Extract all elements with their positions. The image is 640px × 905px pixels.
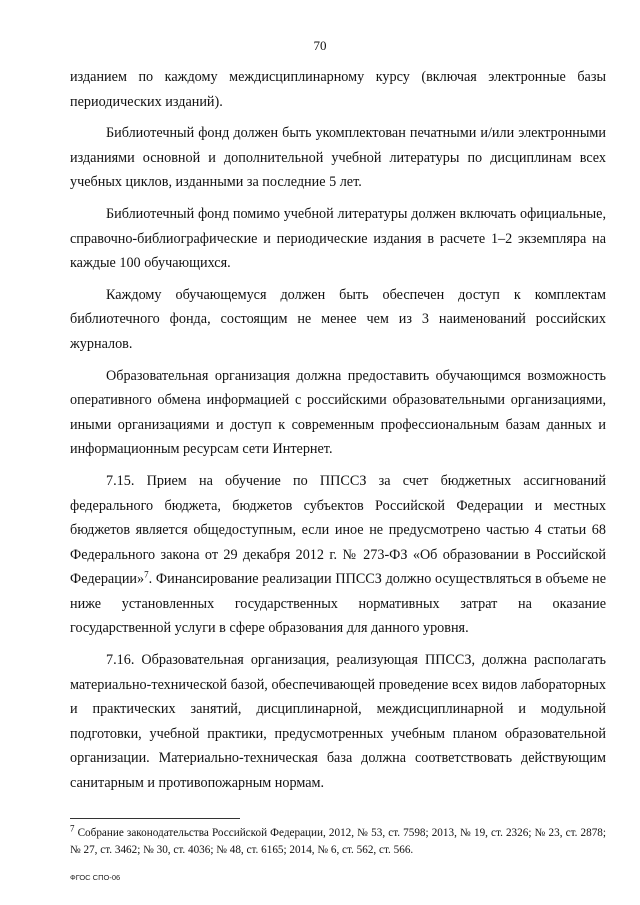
section-7-15 <box>70 469 606 641</box>
section-7-15-text-continued: . Финансирование реализации ППССЗ должно осуществляться в объеме не ниже установленных государственных нормативных затрат на оказание государственной услуги в сфере образования для данного уровня. <box>70 571 606 637</box>
section-7-16: 7.16. Образовательная организация, реализующая ППССЗ, должна располагать материально-технической базой, обеспечивающей проведение всех видов лабораторных и практических занятий, дисциплинарной, междисциплинарной и модульной подготовки, учебной практики, предусмотренных учебным планом образовательной организации. Материально-техническая база должна соответствовать действующим санитарным и противопожарным нормам. <box>70 652 606 792</box>
footnote-text: Собрание законодательства Российской Федерации, 2012, № 53, ст. 7598; 2013, № 19, ст. 2326; № 23, ст. 2878; № 27, ст. 3462; № 30, ст. 4036; № 48, ст. 6165; 2014, № 6, ст. 562, ст. 566. <box>70 827 606 856</box>
footnote-reference[interactable]: 7 <box>144 569 149 580</box>
section-7-15-text: 7.15. Прием на обучение по ППССЗ за счет бюджетных ассигнований федерального бюджета, бюджетов субъектов Российской Федерации и местных бюджетов является общедоступным, если иное не предусмотрено частью 4 статьи 68 Федерального закона от 29 декабря 2012 г. № 273-ФЗ «Об образовании в Российской Федерации» <box>70 472 606 588</box>
document-code: ФГОС СПО-06 <box>70 873 121 882</box>
paragraph-library-fund-official: Библиотечный фонд помимо учебной литературы должен включать официальные, справочно-библиографические и периодические издания в расчете 1–2 экземпляра на каждые 100 обучающихся. <box>70 205 606 272</box>
footnote-mark: 7 <box>70 823 75 834</box>
paragraph-library-fund-editions: Библиотечный фонд должен быть укомплектован печатными и/или электронными изданиями основной и дополнительной учебной литературы по дисциплинам всех учебных циклов, изданными за последние 5 лет. <box>70 125 606 191</box>
page-number: 70 <box>313 38 327 53</box>
footnote <box>70 825 606 859</box>
footnote-divider <box>70 818 240 819</box>
paragraph-information-exchange: Образовательная организация должна предоставить обучающимся возможность оперативного обмена информацией с российскими образовательными организациями, иными организациями и доступ к современным профессиональным базам данных и информационным ресурсам сети Интернет. <box>70 367 606 458</box>
paragraph-continuation: изданием по каждому междисциплинарному курсу (включая электронные базы периодических изданий). <box>70 69 606 110</box>
paragraph-journal-access: Каждому обучающемуся должен быть обеспечен доступ к комплектам библиотечного фонда, состоящим не менее чем из 3 наименований российских журналов. <box>70 286 606 352</box>
document-body <box>70 65 606 796</box>
